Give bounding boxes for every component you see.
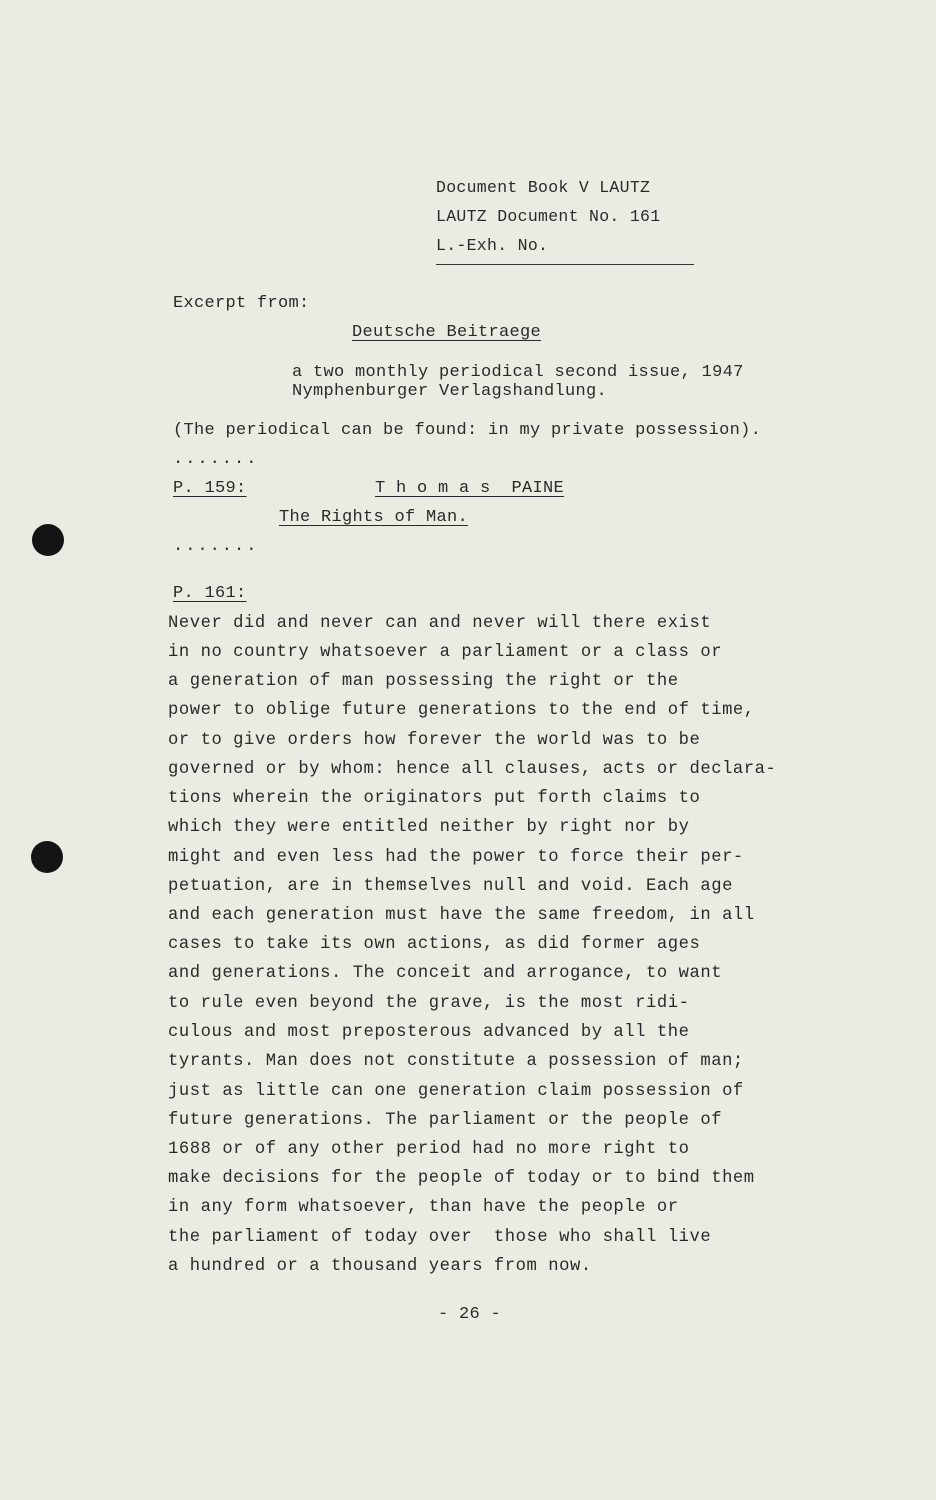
body-line: a hundred or a thousand years from now. [168,1257,592,1276]
body-line: Never did and never can and never will there exist [168,614,712,633]
author-name: T h o m a s PAINE [375,479,565,498]
publisher-name: Nymphenburger Verlagshandlung. [292,382,608,401]
body-line: governed or by whom: hence all clauses, acts or declara- [168,760,777,779]
body-line: just as little can one generation claim possession of [168,1082,744,1101]
body-line: tyrants. Man does not constitute a possession of man; [168,1052,744,1071]
ellipsis-bottom: ....... [173,537,259,556]
exhibit-number-line: L.-Exh. No. [436,236,549,255]
body-line: future generations. The parliament or the people of [168,1111,723,1130]
body-line: tions wherein the originators put forth claims to [168,789,701,808]
body-line: a generation of man possessing the right or the [168,672,679,691]
possession-note: (The periodical can be found: in my private possession). [173,421,762,440]
body-line: might and even less had the power to force their per- [168,848,744,867]
document-book-line: Document Book V LAUTZ [436,178,651,197]
excerpt-label: Excerpt from: [173,294,310,313]
body-line: or to give orders how forever the world was to be [168,731,701,750]
ellipsis-top: ....... [173,450,259,469]
body-line: and generations. The conceit and arrogance, to want [168,964,723,983]
body-line: the parliament of today over those who shall live [168,1228,712,1247]
publication-title: Deutsche Beitraege [352,323,542,342]
page-ref-161: P. 161: [173,584,247,603]
body-line: culous and most preposterous advanced by all the [168,1023,690,1042]
page-ref-159: P. 159: [173,479,247,498]
body-line: in any form whatsoever, than have the people or [168,1198,679,1217]
work-title: The Rights of Man. [279,508,469,527]
punch-hole-icon [31,841,63,873]
punch-hole-icon [32,524,64,556]
body-line: to rule even beyond the grave, is the most ridi- [168,994,690,1013]
body-line: make decisions for the people of today or to bind them [168,1169,755,1188]
body-line: in no country whatsoever a parliament or a class or [168,643,723,662]
body-line: cases to take its own actions, as did former ages [168,935,701,954]
publication-description: a two monthly periodical second issue, 1947 [292,363,744,382]
body-line: and each generation must have the same freedom, in all [168,906,755,925]
body-line: 1688 or of any other period had no more right to [168,1140,690,1159]
body-line: petuation, are in themselves null and void. Each age [168,877,733,896]
body-line: power to oblige future generations to the end of time, [168,701,755,720]
document-number-line: LAUTZ Document No. 161 [436,207,661,226]
header-rule [436,264,694,265]
body-line: which they were entitled neither by right nor by [168,818,690,837]
page-number: - 26 - [438,1305,502,1324]
